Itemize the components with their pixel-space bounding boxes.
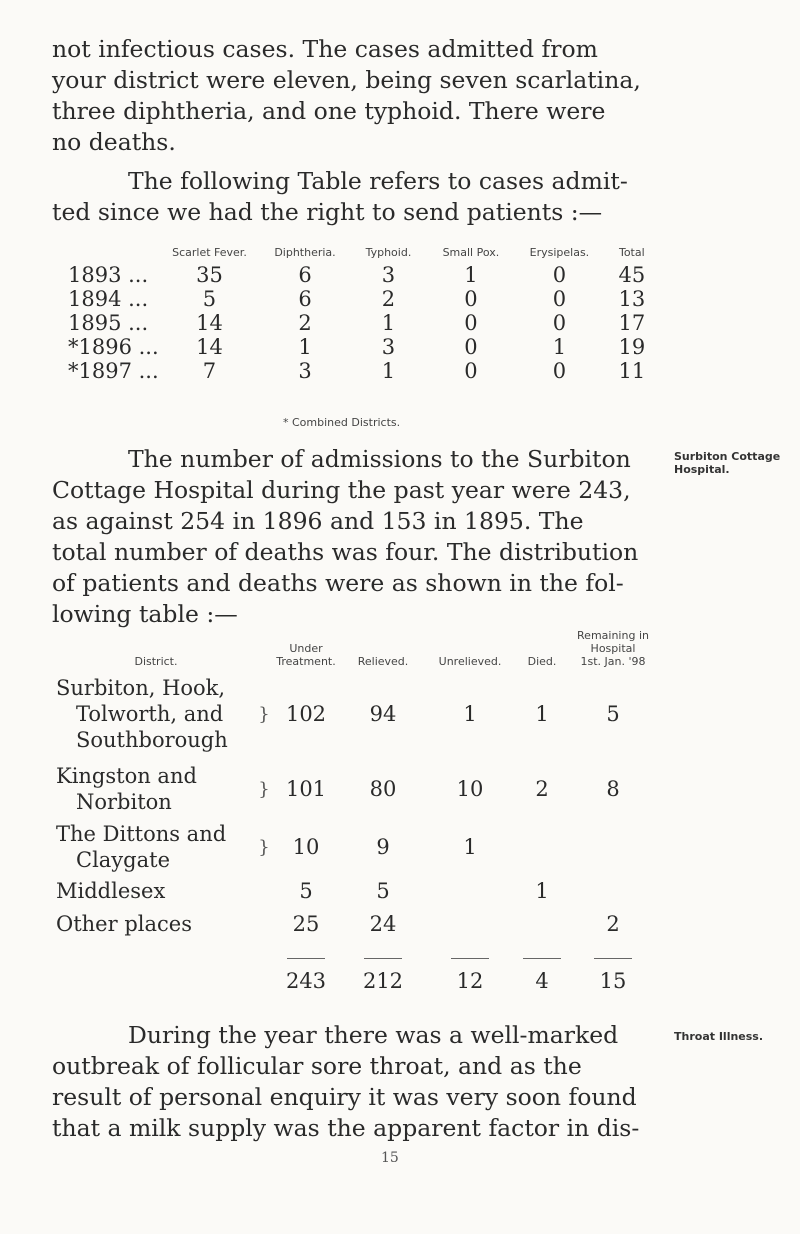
table-cell: 25 xyxy=(292,912,320,936)
table-row xyxy=(56,818,656,876)
text-line: result of personal enquiry it was very soon found xyxy=(52,1083,637,1111)
column-header: Diphtheria. xyxy=(274,245,336,259)
table-cell: 5 xyxy=(202,287,217,311)
margin-note-line: Throat Illness. xyxy=(674,1030,764,1043)
divider xyxy=(451,958,489,959)
total-cell: 4 xyxy=(535,969,549,993)
column-header xyxy=(60,241,159,263)
table-cell: 80 xyxy=(369,777,397,801)
table-cell xyxy=(514,906,570,942)
column-header: Total xyxy=(618,245,645,259)
total-rule-row xyxy=(56,942,656,964)
table-cell: 5 xyxy=(299,879,313,903)
table-cell: 1 xyxy=(381,311,396,335)
column-header: Scarlet Fever. xyxy=(172,245,247,259)
column-header: Remaining in Hospital 1st. Jan. '98 xyxy=(577,629,649,668)
table-cell: 0 xyxy=(552,287,567,311)
column-header: District. xyxy=(134,655,178,668)
table-cell: 0 xyxy=(464,311,478,335)
brace-icon: } xyxy=(258,778,270,800)
totals-row xyxy=(56,964,656,998)
brace-icon: } xyxy=(258,703,270,725)
column-header: Died. xyxy=(527,655,557,668)
table-cell: 24 xyxy=(369,912,397,936)
brace-icon: } xyxy=(258,836,270,858)
table-cell: 1 xyxy=(381,359,396,383)
table-cell: 1 xyxy=(552,335,567,359)
table-cell: 1 xyxy=(535,879,549,903)
table-cell: 2 xyxy=(606,912,620,936)
year-cell: *1897 ... xyxy=(68,359,159,383)
table-cell: 14 xyxy=(196,335,223,359)
table-cell: 5 xyxy=(606,702,620,726)
year-cell: 1894 ... xyxy=(68,287,149,311)
column-header: Unrelieved. xyxy=(438,655,502,668)
table-cell: 0 xyxy=(464,335,478,359)
district-cell: Other places xyxy=(56,912,192,936)
table-cell: 10 xyxy=(292,835,320,859)
table-cell: 35 xyxy=(196,263,223,287)
text-line: The following Table refers to cases admit- xyxy=(128,167,628,195)
text-line: no deaths. xyxy=(52,128,176,156)
table-cell: 9 xyxy=(376,835,390,859)
district-cell: Middlesex xyxy=(56,879,166,903)
table-cell: 3 xyxy=(381,335,396,359)
year-cell: *1896 ... xyxy=(68,335,159,359)
table-cell: 17 xyxy=(618,311,646,335)
district-cell: Surbiton, Hook, Tolworth, and Southborough xyxy=(56,676,228,752)
table-cell: 0 xyxy=(552,263,567,287)
total-cell: 15 xyxy=(599,969,627,993)
cases-by-year-table xyxy=(60,241,660,383)
table-row xyxy=(56,760,656,818)
table-cell xyxy=(426,906,514,942)
margin-note-line: Surbiton Cottage xyxy=(674,450,781,463)
margin-note-surbiton xyxy=(674,450,780,476)
column-header: Small Pox. xyxy=(442,245,500,259)
table-cell: 101 xyxy=(285,777,327,801)
total-cell: 243 xyxy=(285,969,327,993)
table-cell: 13 xyxy=(618,287,646,311)
text-line: Cottage Hospital during the past year were 243, xyxy=(52,476,631,504)
text-line: lowing table :— xyxy=(52,600,238,628)
table-cell: 1 xyxy=(464,263,478,287)
table-row xyxy=(60,335,660,359)
table-cell: 2 xyxy=(381,287,396,311)
table-cell: 6 xyxy=(298,287,312,311)
table-cell: 1 xyxy=(463,835,477,859)
table-cell: 45 xyxy=(618,263,646,287)
table-row xyxy=(56,668,656,760)
table-cell: 94 xyxy=(369,702,397,726)
table-cell: 2 xyxy=(535,777,549,801)
divider xyxy=(594,958,632,959)
bracket-spacer xyxy=(256,620,272,668)
table-cell: 6 xyxy=(298,263,312,287)
table-row xyxy=(60,263,660,287)
column-header: Erysipelas. xyxy=(529,245,590,259)
table-cell: 5 xyxy=(376,879,390,903)
table-cell: 8 xyxy=(606,777,620,801)
table-row xyxy=(60,287,660,311)
district-cell: Kingston and Norbiton xyxy=(56,764,197,814)
text-line: outbreak of follicular sore throat, and as the xyxy=(52,1052,582,1080)
table-row xyxy=(56,906,656,942)
margin-note-line: Hospital. xyxy=(674,463,730,476)
table-row xyxy=(60,311,660,335)
table-cell: 102 xyxy=(285,702,327,726)
text-line: as against 254 in 1896 and 153 in 1895. The xyxy=(52,507,584,535)
paragraph-intro xyxy=(52,34,662,158)
table-cell: 10 xyxy=(456,777,484,801)
text-line: your district were eleven, being seven scarlatina, xyxy=(52,66,641,94)
table-cell xyxy=(570,818,656,876)
table-cell xyxy=(426,876,514,906)
text-line: that a milk supply was the apparent factor in dis- xyxy=(52,1114,640,1142)
table-cell: 3 xyxy=(298,359,312,383)
divider xyxy=(364,958,402,959)
year-cell: 1893 ... xyxy=(68,263,149,287)
column-header: Under Treatment. xyxy=(276,642,336,668)
page-number: 15 xyxy=(381,1150,399,1166)
text-line: three diphtheria, and one typhoid. There were xyxy=(52,97,606,125)
table-cell: 7 xyxy=(202,359,217,383)
table-cell: 2 xyxy=(298,311,312,335)
table-cell xyxy=(514,818,570,876)
total-cell: 12 xyxy=(456,969,484,993)
year-cell: 1895 ... xyxy=(68,311,149,335)
district-cell: The Dittons and Claygate xyxy=(56,822,227,872)
table-cell: 3 xyxy=(381,263,396,287)
table-row xyxy=(60,359,660,383)
table-footnote: * Combined Districts. xyxy=(283,416,401,429)
hospital-distribution-table xyxy=(56,620,656,998)
table-row xyxy=(56,876,656,906)
margin-note-throat xyxy=(674,1030,763,1043)
column-header: Relieved. xyxy=(357,655,409,668)
table-cell: 1 xyxy=(463,702,477,726)
table-cell: 0 xyxy=(464,359,478,383)
table-cell: 1 xyxy=(535,702,549,726)
paragraph-hospital xyxy=(52,444,662,630)
paragraph-throat-illness xyxy=(52,1020,662,1144)
table-cell: 1 xyxy=(298,335,312,359)
column-header: Typhoid. xyxy=(365,245,412,259)
table-cell: 14 xyxy=(196,311,223,335)
table-cell: 0 xyxy=(552,359,567,383)
total-cell: 212 xyxy=(362,969,404,993)
text-line: ted since we had the right to send patients :— xyxy=(52,198,603,226)
table-header-row xyxy=(60,241,660,263)
text-line: During the year there was a well-marked xyxy=(128,1021,619,1049)
table-cell: 19 xyxy=(618,335,646,359)
table-header-row xyxy=(56,620,656,668)
text-line: The number of admissions to the Surbiton xyxy=(128,445,631,473)
table-cell xyxy=(570,876,656,906)
text-line: total number of deaths was four. The distribution xyxy=(52,538,639,566)
paragraph-table-intro xyxy=(52,166,662,228)
table-cell: 0 xyxy=(552,311,567,335)
text-line: of patients and deaths were as shown in the fol- xyxy=(52,569,624,597)
table-cell: 11 xyxy=(618,359,646,383)
divider xyxy=(523,958,561,959)
divider xyxy=(287,958,325,959)
text-line: not infectious cases. The cases admitted from xyxy=(52,35,598,63)
table-cell: 0 xyxy=(464,287,478,311)
